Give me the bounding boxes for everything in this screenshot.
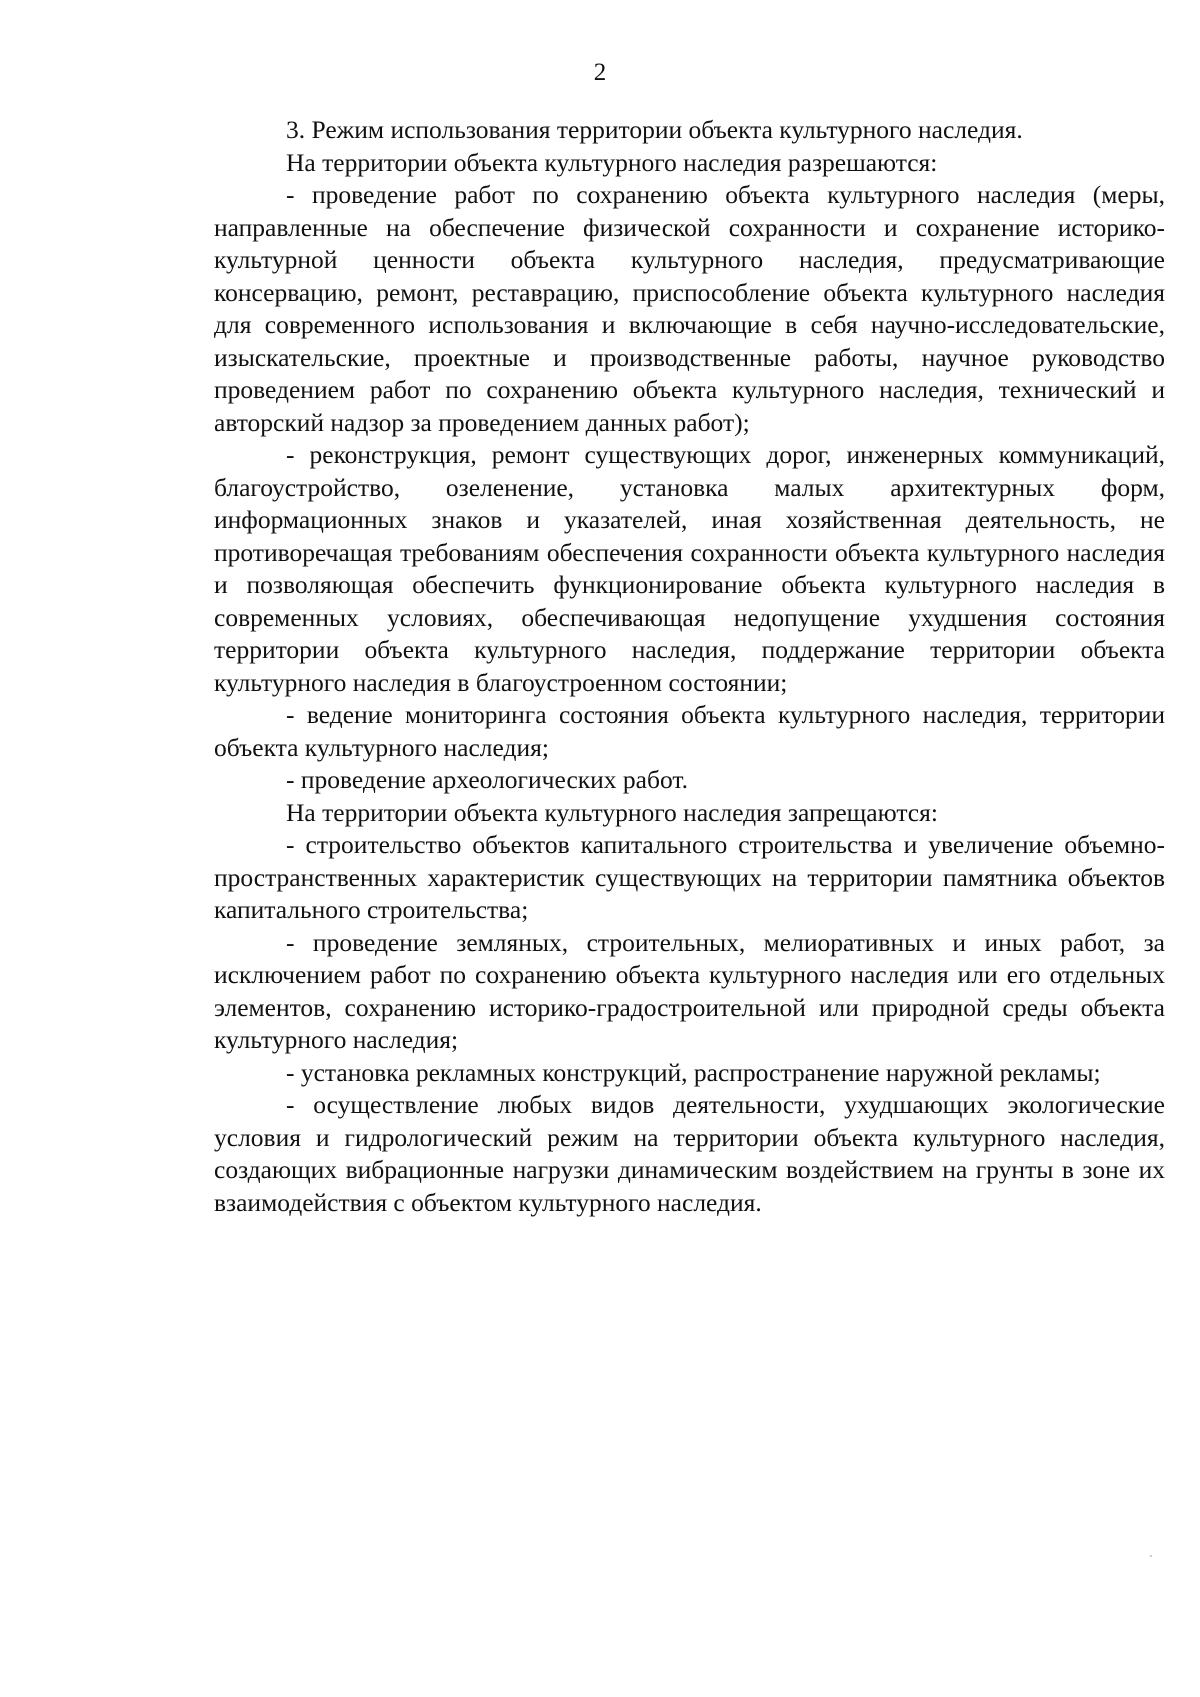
prohibited-item-construction: - строительство объектов капитального строительства и увеличение объемно-пространственных характеристик существующих на территории памятника объектов капитального строительства; <box>214 830 1165 924</box>
scan-dot <box>1150 1555 1152 1557</box>
section-heading: 3. Режим использования территории объекта культурного наследия. <box>286 115 1023 144</box>
prohibited-intro: На территории объекта культурного наследия запрещаются: <box>286 797 938 827</box>
document-body <box>214 114 1165 1219</box>
prohibited-item-advertising: - установка рекламных конструкций, распространение наружной рекламы; <box>286 1057 1101 1087</box>
permitted-item-reconstruction-repair: - реконструкция, ремонт существующих дорог, инженерных коммуникаций, благоустройство, озеленение, установка малых архитектурных форм, информационных знаков и указателей, иная хозяйственная деятельность, не противоречащая требованиям обеспечения сохранности объекта культурного наследия и позволяющая обеспечить функционирование объекта культурного наследия в современных условиях, обеспечивающая недопущение ухудшения состояния территории объекта культурного наследия, поддержание территории объекта культурного наследия в благоустроенном состоянии; <box>214 440 1165 697</box>
prohibited-item-earthworks: - проведение земляных, строительных, мелиоративных и иных работ, за исключением работ по сохранению объекта культурного наследия или его отдельных элементов, сохранению историко-градостроительной или природной среды объекта культурного наследия; <box>214 927 1165 1054</box>
permitted-item-archaeology: - проведение археологических работ. <box>286 765 688 794</box>
prohibited-item-harmful-activities: - осуществление любых видов деятельности, ухудшающих экологические условия и гидрологический режим на территории объекта культурного наследия, создающих вибрационные нагрузки динамическим воздействием на грунты в зоне их взаимодействия с объектом культурного наследия. <box>214 1090 1165 1217</box>
permitted-item-preservation-works: - проведение работ по сохранению объекта культурного наследия (меры, направленные на обеспечение физической сохранности и сохранение историко-культурной ценности объекта культурного наследия, предусматривающие консервацию, ремонт, реставрацию, приспособление объекта культурного наследия для современного использования и включающие в себя научно-исследовательские, изыскательские, проектные и производственные работы, научное руководство проведением работ по сохранению объекта культурного наследия, технический и авторский надзор за проведением данных работ); <box>214 180 1165 437</box>
permitted-item-monitoring: - ведение мониторинга состояния объекта культурного наследия, территории объекта культурного наследия; <box>214 700 1165 762</box>
page-number: 2 <box>593 59 607 86</box>
permitted-intro: На территории объекта культурного наследия разрешаются: <box>286 147 938 177</box>
